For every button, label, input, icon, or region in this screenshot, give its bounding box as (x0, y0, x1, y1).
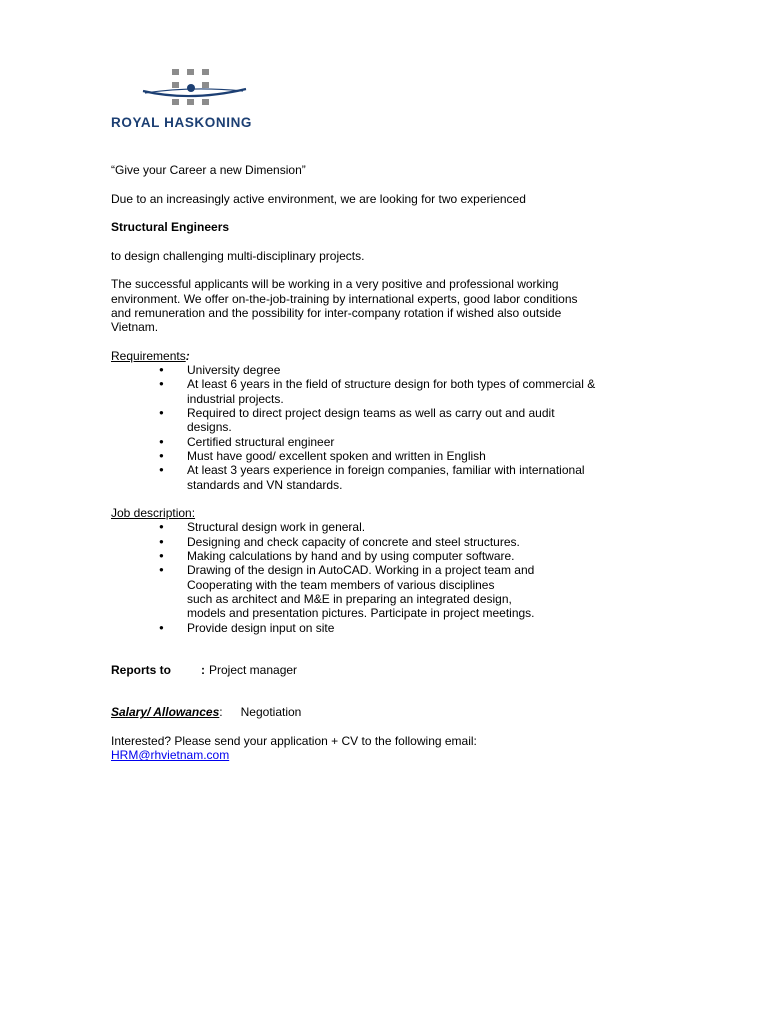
salary-label: Salary/ Allowances (111, 705, 220, 720)
requirement-line: ● At least 3 years experience in foreign companies, familiar with international (187, 463, 585, 478)
job-description-item (111, 621, 641, 635)
royal-haskoning-emblem-icon (111, 66, 281, 110)
description-line: and remuneration and the possibility for inter-company rotation if wished also outside (111, 305, 562, 320)
requirement-item (111, 363, 641, 377)
requirement-line: standards and VN standards. (187, 477, 343, 492)
requirements-section (111, 349, 641, 492)
job-description-heading: Job description: (111, 506, 196, 521)
tagline: “Give your Career a new Dimension” (111, 163, 306, 177)
intro-text: Due to an increasingly active environment, we are looking for two experienced (111, 191, 526, 206)
salary-colon: : (219, 705, 223, 720)
job-description-line: ● Making calculations by hand and by using computer software. (187, 549, 515, 564)
requirements-heading-colon: : (185, 348, 190, 363)
job-description-line: ● Structural design work in general. (187, 520, 366, 535)
job-description-line: such as architect and M&E in preparing an integrated design, (187, 591, 512, 606)
requirement-line: industrial projects. (187, 391, 284, 406)
reports-to-colon: : (201, 662, 205, 677)
requirement-line: ● Required to direct project design teams as well as carry out and audit (187, 406, 555, 421)
company-name: ROYAL HASKONING (111, 115, 253, 130)
description-line: Vietnam. (111, 320, 159, 335)
requirement-item (111, 435, 641, 449)
requirement-line: ● Must have good/ excellent spoken and written in English (187, 448, 486, 463)
job-description-line: ● Drawing of the design in AutoCAD. Working in a project team and (187, 563, 535, 578)
requirements-heading-label: Requirements (111, 348, 186, 363)
requirement-line: ● University degree (187, 363, 281, 378)
reports-to-label: Reports to (111, 662, 171, 677)
job-description-line: ● Provide design input on site (187, 620, 335, 635)
application-email-row (111, 748, 641, 762)
description-line: The successful applicants will be working in a very positive and professional working (111, 277, 559, 292)
job-description-list (111, 520, 641, 634)
salary-value: Negotiation (240, 705, 302, 720)
requirement-item (111, 406, 641, 435)
description-line: environment. We offer on-the-job-training by international experts, good labor conditions (111, 291, 578, 306)
job-posting (111, 163, 641, 763)
position-title: Structural Engineers (111, 220, 230, 235)
job-description-item (111, 549, 641, 563)
requirements-heading (111, 349, 641, 363)
requirement-line: ● Certified structural engineer (187, 434, 335, 449)
reports-to-value: Project manager (209, 662, 298, 677)
company-logo (111, 66, 281, 134)
requirements-list (111, 363, 641, 492)
application-email-link[interactable]: HRM@rhvietnam.com (111, 748, 230, 763)
requirement-item (111, 463, 641, 492)
job-description-line: ● Designing and check capacity of concrete and steel structures. (187, 534, 520, 549)
reports-to-row (111, 663, 641, 677)
salary-row (111, 705, 641, 719)
requirement-line: ● At least 6 years in the field of structure design for both types of commercial & (187, 377, 596, 392)
application-instructions: Interested? Please send your application + CV to the following email: (111, 733, 477, 748)
job-description-item (111, 563, 641, 620)
requirement-item (111, 377, 641, 406)
job-description-line: models and presentation pictures. Participate in project meetings. (187, 606, 535, 621)
position-purpose: to design challenging multi-disciplinary projects. (111, 248, 365, 263)
job-description-section (111, 506, 641, 635)
job-description-line: Cooperating with the team members of various disciplines (187, 577, 495, 592)
job-description-item (111, 535, 641, 549)
company-description (111, 277, 641, 334)
requirement-item (111, 449, 641, 463)
requirement-line: designs. (187, 420, 232, 435)
job-description-item (111, 520, 641, 534)
